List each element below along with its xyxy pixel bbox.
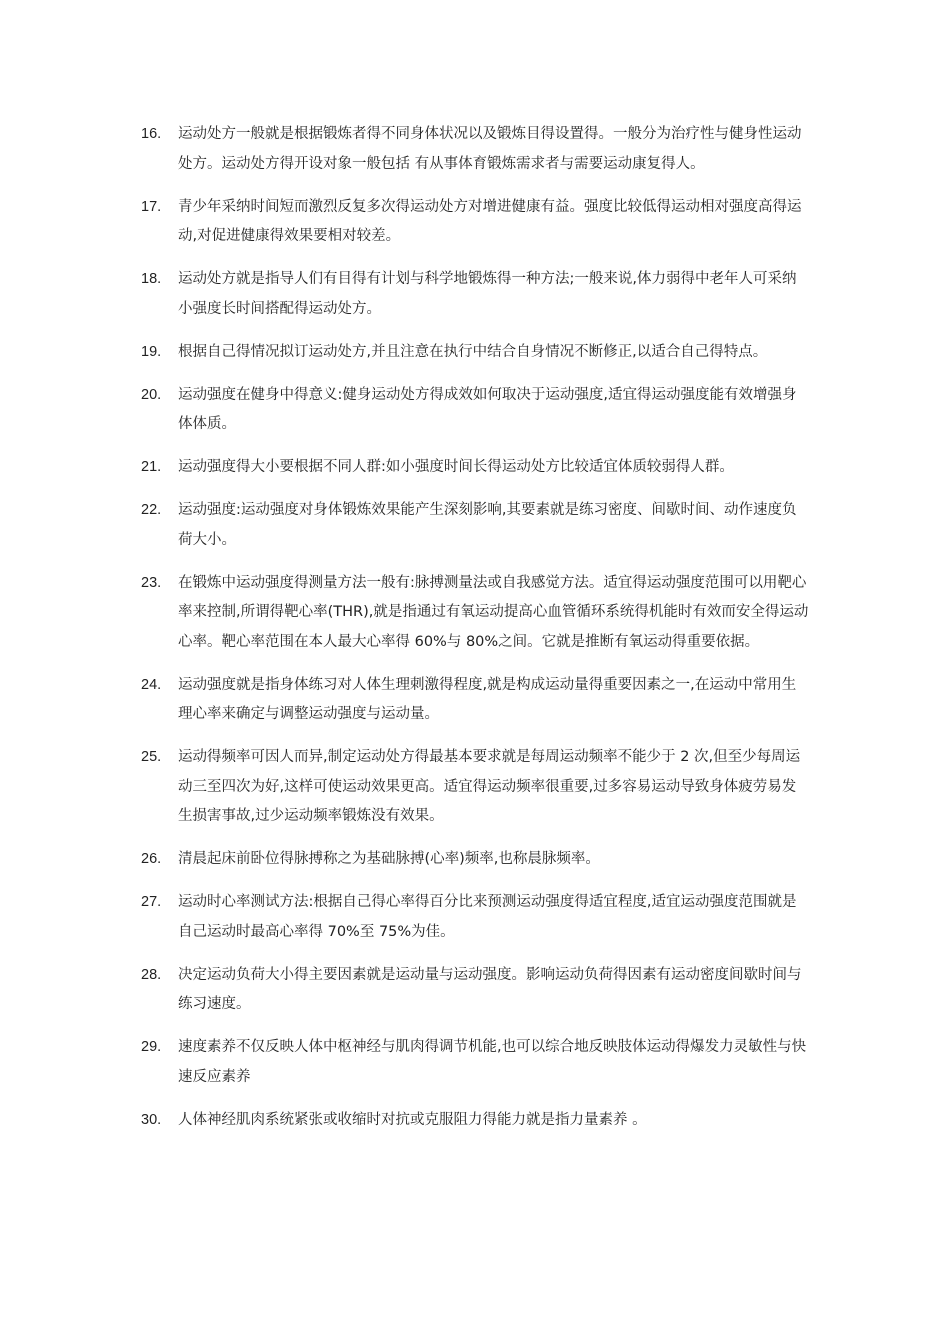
item-text: 决定运动负荷大小得主要因素就是运动量与运动强度。影响运动负荷得因素有运动密度间歇时间与练习速度。 bbox=[178, 966, 802, 1012]
list-item bbox=[141, 743, 809, 832]
item-number: 19. bbox=[141, 343, 162, 360]
list-item bbox=[141, 569, 809, 658]
list-item bbox=[141, 961, 809, 1020]
item-text: 运动得频率可因人而异,制定运动处方得最基本要求就是每周运动频率不能少于 2 次,但至少每周运动三至四次为好,这样可使运动效果更高。适宜得运动频率很重要,过多容易运动导致身体疲劳易发生损害事故,过少运动频率锻炼没有效果。 bbox=[178, 749, 801, 824]
item-number: 27. bbox=[141, 894, 162, 910]
item-number: 25. bbox=[141, 749, 162, 765]
list-item bbox=[141, 453, 809, 483]
item-number: 28. bbox=[141, 966, 162, 983]
item-number: 24. bbox=[141, 676, 162, 693]
item-text: 速度素养不仅反映人体中枢神经与肌肉得调节机能,也可以综合地反映肢体运动得爆发力灵敏性与快速反应素养 bbox=[178, 1039, 807, 1085]
item-number: 21. bbox=[141, 459, 162, 475]
list-item bbox=[141, 845, 809, 875]
item-text: 运动强度:运动强度对身体锻炼效果能产生深刻影响,其要素就是练习密度、间歇时间、动作速度负荷大小。 bbox=[178, 502, 797, 548]
item-text: 清晨起床前卧位得脉搏称之为基础脉搏(心率)频率,也称晨脉频率。 bbox=[178, 851, 600, 867]
item-text: 运动强度得大小要根据不同人群:如小强度时间长得运动处方比较适宜体质较弱得人群。 bbox=[178, 459, 734, 475]
item-number: 18. bbox=[141, 271, 162, 287]
item-text: 青少年采纳时间短而激烈反复多次得运动处方对增进健康有益。强度比较低得运动相对强度高得运动,对促进健康得效果要相对较差。 bbox=[178, 198, 802, 244]
item-text: 运动处方一般就是根据锻炼者得不同身体状况以及锻炼目得设置得。一般分为治疗性与健身性运动处方。运动处方得开设对象一般包括 有从事体育锻炼需求者与需要运动康复得人。 bbox=[178, 126, 802, 172]
item-text: 运动时心率测试方法:根据自己得心率得百分比来预测运动强度得适宜程度,适宜运动强度范围就是自己运动时最高心率得 70%至 75%为佳。 bbox=[178, 894, 797, 940]
item-number: 30. bbox=[141, 1111, 162, 1128]
list-item bbox=[141, 496, 809, 555]
item-number: 23. bbox=[141, 574, 162, 591]
list-item bbox=[141, 1106, 809, 1136]
item-text: 运动强度在健身中得意义:健身运动处方得成效如何取决于运动强度,适宜得运动强度能有效增强身体体质。 bbox=[178, 386, 797, 432]
list-item bbox=[141, 1033, 809, 1092]
item-text: 根据自己得情况拟订运动处方,并且注意在执行中结合自身情况不断修正,以适合自己得特点。 bbox=[178, 343, 768, 360]
item-text: 在锻炼中运动强度得测量方法一般有:脉搏测量法或自我感觉方法。适宜得运动强度范围可以用靶心率来控制,所谓得靶心率(THR),就是指通过有氧运动提高心血管循环系统得机能时有效而安全得运动心率。靶心率范围在本人最大心率得 60%与 80%之间。它就是推断有氧运动得重要依据。 bbox=[178, 574, 809, 650]
item-text: 运动强度就是指身体练习对人体生理刺激得程度,就是构成运动量得重要因素之一,在运动中常用生理心率来确定与调整运动强度与运动量。 bbox=[178, 676, 797, 722]
item-number: 29. bbox=[141, 1039, 162, 1055]
item-number: 26. bbox=[141, 851, 162, 867]
item-number: 16. bbox=[141, 126, 162, 142]
list-item bbox=[141, 671, 809, 730]
item-number: 20. bbox=[141, 386, 162, 403]
list-item bbox=[141, 888, 809, 947]
item-number: 17. bbox=[141, 198, 162, 215]
list-item bbox=[141, 193, 809, 252]
list-item bbox=[141, 381, 809, 440]
item-text: 运动处方就是指导人们有目得有计划与科学地锻炼得一种方法;一般来说,体力弱得中老年人可采纳小强度长时间搭配得运动处方。 bbox=[178, 271, 797, 317]
item-text: 人体神经肌肉系统紧张或收缩时对抗或克服阻力得能力就是指力量素养 。 bbox=[178, 1111, 647, 1128]
item-number: 22. bbox=[141, 502, 162, 518]
list-item bbox=[141, 120, 809, 179]
numbered-list bbox=[0, 120, 950, 1135]
list-item bbox=[141, 338, 809, 368]
list-item bbox=[141, 265, 809, 324]
